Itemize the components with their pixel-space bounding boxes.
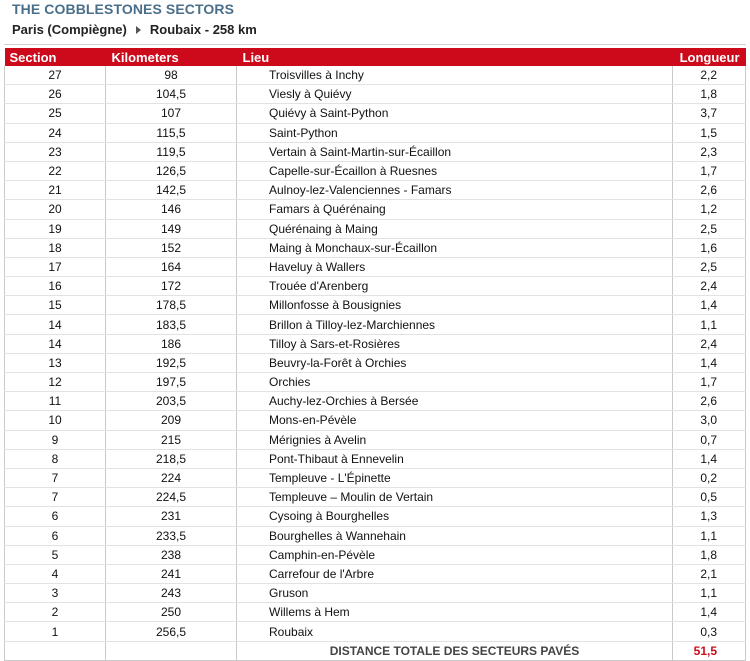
divider xyxy=(4,44,746,45)
cell-longueur: 2,3 xyxy=(673,142,746,161)
cell-lieu: Mons-en-Pévèle xyxy=(237,411,673,430)
table-row xyxy=(5,104,746,123)
cell-longueur: 3,0 xyxy=(673,411,746,430)
cell-lieu: Carrefour de l'Arbre xyxy=(237,564,673,583)
column-header-lieu: Lieu xyxy=(237,48,673,66)
sectors-table xyxy=(4,48,746,661)
table-row xyxy=(5,257,746,276)
cell-longueur: 1,3 xyxy=(673,507,746,526)
table-row xyxy=(5,219,746,238)
cell-longueur: 1,4 xyxy=(673,296,746,315)
cell-section: 18 xyxy=(5,238,106,257)
table-row xyxy=(5,238,746,257)
cell-kilometers: 203,5 xyxy=(106,392,237,411)
table-row xyxy=(5,488,746,507)
cell-longueur: 1,7 xyxy=(673,373,746,392)
table-row xyxy=(5,277,746,296)
cell-longueur: 2,4 xyxy=(673,334,746,353)
cell-section: 7 xyxy=(5,468,106,487)
table-row xyxy=(5,373,746,392)
cell-lieu: Willems à Hem xyxy=(237,603,673,622)
cell-longueur: 1,4 xyxy=(673,449,746,468)
cell-kilometers: 104,5 xyxy=(106,85,237,104)
cell-longueur: 2,1 xyxy=(673,564,746,583)
cell-kilometers: 107 xyxy=(106,104,237,123)
column-header-longueur: Longueur xyxy=(673,48,746,66)
cell-section: 15 xyxy=(5,296,106,315)
table-row xyxy=(5,507,746,526)
cell-section: 23 xyxy=(5,142,106,161)
cell-kilometers: 115,5 xyxy=(106,123,237,142)
cell-longueur: 2,5 xyxy=(673,219,746,238)
cell-section: 19 xyxy=(5,219,106,238)
cell-longueur: 1,5 xyxy=(673,123,746,142)
cell-section: 3 xyxy=(5,584,106,603)
route-line xyxy=(12,22,257,37)
table-row xyxy=(5,142,746,161)
table-row xyxy=(5,430,746,449)
table-row xyxy=(5,334,746,353)
cell-section: 1 xyxy=(5,622,106,641)
cell-section: 22 xyxy=(5,161,106,180)
cell-longueur: 1,6 xyxy=(673,238,746,257)
table-row xyxy=(5,85,746,104)
cell-section: 12 xyxy=(5,373,106,392)
cell-section: 7 xyxy=(5,488,106,507)
cell-lieu: Roubaix xyxy=(237,622,673,641)
total-empty-cell xyxy=(5,641,106,660)
cell-lieu: Capelle-sur-Écaillon à Ruesnes xyxy=(237,161,673,180)
cell-kilometers: 218,5 xyxy=(106,449,237,468)
table-row xyxy=(5,622,746,641)
cell-kilometers: 183,5 xyxy=(106,315,237,334)
table-row xyxy=(5,526,746,545)
arrow-right-icon xyxy=(136,26,141,34)
cell-lieu: Mérignies à Avelin xyxy=(237,430,673,449)
cell-kilometers: 243 xyxy=(106,584,237,603)
table-row xyxy=(5,545,746,564)
cell-lieu: Quiévy à Saint-Python xyxy=(237,104,673,123)
cell-longueur: 1,1 xyxy=(673,315,746,334)
route-to: Roubaix - 258 km xyxy=(149,22,257,37)
cell-lieu: Haveluy à Wallers xyxy=(237,257,673,276)
cell-lieu: Aulnoy-lez-Valenciennes - Famars xyxy=(237,181,673,200)
cell-kilometers: 164 xyxy=(106,257,237,276)
cell-lieu: Templeuve – Moulin de Vertain xyxy=(237,488,673,507)
route-from: Paris (Compiègne) xyxy=(12,22,127,37)
cell-section: 17 xyxy=(5,257,106,276)
cell-section: 5 xyxy=(5,545,106,564)
cell-longueur: 1,4 xyxy=(673,353,746,372)
cell-lieu: Orchies xyxy=(237,373,673,392)
table-row xyxy=(5,468,746,487)
table-row xyxy=(5,584,746,603)
cell-kilometers: 172 xyxy=(106,277,237,296)
cell-kilometers: 149 xyxy=(106,219,237,238)
column-header-section: Section xyxy=(5,48,106,66)
total-row xyxy=(5,641,746,660)
cell-lieu: Beuvry-la-Forêt à Orchies xyxy=(237,353,673,372)
cell-longueur: 2,6 xyxy=(673,392,746,411)
table-row xyxy=(5,181,746,200)
cell-lieu: Tilloy à Sars-et-Rosières xyxy=(237,334,673,353)
cell-longueur: 2,2 xyxy=(673,66,746,85)
table-row xyxy=(5,564,746,583)
cell-longueur: 1,8 xyxy=(673,545,746,564)
cell-lieu: Brillon à Tilloy-lez-Marchiennes xyxy=(237,315,673,334)
table-row xyxy=(5,315,746,334)
cell-kilometers: 224,5 xyxy=(106,488,237,507)
cell-longueur: 0,3 xyxy=(673,622,746,641)
cell-kilometers: 256,5 xyxy=(106,622,237,641)
cell-kilometers: 186 xyxy=(106,334,237,353)
cell-section: 20 xyxy=(5,200,106,219)
cell-lieu: Quérénaing à Maing xyxy=(237,219,673,238)
cell-section: 24 xyxy=(5,123,106,142)
total-value: 51,5 xyxy=(673,641,746,660)
total-empty-cell xyxy=(106,641,237,660)
cell-kilometers: 192,5 xyxy=(106,353,237,372)
cell-lieu: Camphin-en-Pévèle xyxy=(237,545,673,564)
cell-lieu: Troisvilles à Inchy xyxy=(237,66,673,85)
cell-section: 2 xyxy=(5,603,106,622)
cell-longueur: 3,7 xyxy=(673,104,746,123)
cell-kilometers: 233,5 xyxy=(106,526,237,545)
cell-longueur: 2,6 xyxy=(673,181,746,200)
cell-longueur: 1,1 xyxy=(673,526,746,545)
cell-section: 21 xyxy=(5,181,106,200)
cell-kilometers: 224 xyxy=(106,468,237,487)
table-row xyxy=(5,392,746,411)
page-title: THE COBBLESTONES SECTORS xyxy=(12,1,235,17)
cell-section: 6 xyxy=(5,526,106,545)
cell-section: 14 xyxy=(5,315,106,334)
table-row xyxy=(5,296,746,315)
cell-longueur: 1,2 xyxy=(673,200,746,219)
table-row xyxy=(5,161,746,180)
table-header-row xyxy=(5,48,746,66)
table-row xyxy=(5,449,746,468)
cell-section: 9 xyxy=(5,430,106,449)
cell-longueur: 1,4 xyxy=(673,603,746,622)
table-row xyxy=(5,123,746,142)
cell-section: 11 xyxy=(5,392,106,411)
cell-kilometers: 146 xyxy=(106,200,237,219)
cell-lieu: Viesly à Quiévy xyxy=(237,85,673,104)
cell-lieu: Gruson xyxy=(237,584,673,603)
cell-kilometers: 238 xyxy=(106,545,237,564)
cell-kilometers: 209 xyxy=(106,411,237,430)
cell-section: 14 xyxy=(5,334,106,353)
table-row xyxy=(5,411,746,430)
cell-longueur: 0,7 xyxy=(673,430,746,449)
cell-lieu: Famars à Quérénaing xyxy=(237,200,673,219)
table-row xyxy=(5,353,746,372)
cell-longueur: 1,8 xyxy=(673,85,746,104)
cell-lieu: Saint-Python xyxy=(237,123,673,142)
cell-lieu: Vertain à Saint-Martin-sur-Écaillon xyxy=(237,142,673,161)
cell-kilometers: 215 xyxy=(106,430,237,449)
cell-lieu: Pont-Thibaut à Ennevelin xyxy=(237,449,673,468)
cell-lieu: Maing à Monchaux-sur-Écaillon xyxy=(237,238,673,257)
cell-lieu: Auchy-lez-Orchies à Bersée xyxy=(237,392,673,411)
cell-kilometers: 152 xyxy=(106,238,237,257)
cell-kilometers: 197,5 xyxy=(106,373,237,392)
cell-kilometers: 241 xyxy=(106,564,237,583)
cell-longueur: 2,4 xyxy=(673,277,746,296)
cell-lieu: Trouée d'Arenberg xyxy=(237,277,673,296)
cell-longueur: 1,7 xyxy=(673,161,746,180)
cell-kilometers: 126,5 xyxy=(106,161,237,180)
table-row xyxy=(5,200,746,219)
cell-longueur: 0,5 xyxy=(673,488,746,507)
cell-kilometers: 98 xyxy=(106,66,237,85)
cell-section: 13 xyxy=(5,353,106,372)
cell-longueur: 1,1 xyxy=(673,584,746,603)
cell-kilometers: 231 xyxy=(106,507,237,526)
cell-section: 26 xyxy=(5,85,106,104)
cell-section: 16 xyxy=(5,277,106,296)
cell-kilometers: 142,5 xyxy=(106,181,237,200)
table-row xyxy=(5,603,746,622)
cell-lieu: Cysoing à Bourghelles xyxy=(237,507,673,526)
cell-lieu: Bourghelles à Wannehain xyxy=(237,526,673,545)
cell-kilometers: 178,5 xyxy=(106,296,237,315)
cell-longueur: 2,5 xyxy=(673,257,746,276)
table-row xyxy=(5,66,746,85)
cell-longueur: 0,2 xyxy=(673,468,746,487)
cell-section: 27 xyxy=(5,66,106,85)
total-label: DISTANCE TOTALE DES SECTEURS PAVÉS xyxy=(237,641,673,660)
cell-section: 4 xyxy=(5,564,106,583)
column-header-kilometers: Kilometers xyxy=(106,48,237,66)
cell-kilometers: 119,5 xyxy=(106,142,237,161)
cell-kilometers: 250 xyxy=(106,603,237,622)
cell-section: 6 xyxy=(5,507,106,526)
cell-section: 25 xyxy=(5,104,106,123)
cell-section: 10 xyxy=(5,411,106,430)
cell-section: 8 xyxy=(5,449,106,468)
cell-lieu: Millonfosse à Bousignies xyxy=(237,296,673,315)
cell-lieu: Templeuve - L'Épinette xyxy=(237,468,673,487)
